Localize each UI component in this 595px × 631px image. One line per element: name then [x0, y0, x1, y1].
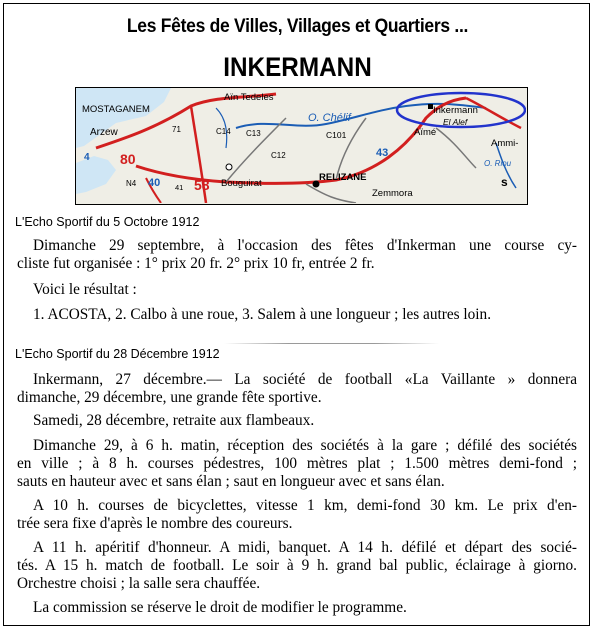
map-label-71: 71: [172, 125, 181, 134]
article-2-paragraph-4: [17, 497, 577, 533]
article-2-paragraph-2: [17, 412, 577, 430]
map-label-43: 43: [376, 147, 389, 159]
article-1-paragraph-3: [17, 306, 577, 324]
paragraph-line: Inkermann, 27 décembre.— La société de football «La Vaillante » donnera: [33, 371, 577, 388]
map-label-ain-tedeles: Aïn Tedeles: [224, 92, 274, 103]
article-2-source: L'Echo Sportif du 28 Décembre 1912: [15, 347, 220, 361]
paragraph-line: Voici le résultat :: [33, 281, 137, 298]
map-label-4: 4: [84, 152, 90, 163]
paragraph-line: A 11 h. apéritif d'honneur. A midi, banquet. A 14 h. défilé et départ des socié-: [33, 539, 577, 556]
article-2-paragraph-3: [17, 437, 577, 491]
paragraph-line: 1. ACOSTA, 2. Calbo à une roue, 3. Salem à une longueur ; les autres loin.: [33, 306, 492, 323]
map-label-inkermann: Inkermann: [433, 105, 478, 116]
paragraph-line: cliste fut organisée : 1° prix 20 fr. 2° prix 10 fr, entrée 2 fr.: [17, 255, 375, 272]
paragraph-line: trée sera fixe d'après le nombre des coureurs.: [17, 515, 293, 532]
map-label-c14: C14: [216, 127, 231, 136]
article-2-paragraph-1: [17, 371, 577, 407]
article-1-paragraph-2: [17, 281, 577, 299]
paragraph-line: sauts en hauteur avec et sans élan ; saut en longueur avec et sans élan.: [17, 473, 445, 490]
bouguirat-marker: [226, 164, 232, 170]
article-2-paragraph-5: [17, 539, 577, 593]
map-label-relizane: RELIZANE: [319, 172, 367, 183]
map-label-aime: Aïmé: [414, 127, 437, 138]
map-label-ammi: Ammi-: [491, 138, 519, 149]
paragraph-line: Orchestre choisi ; la salle sera chauffée.: [17, 575, 261, 592]
map-label-n4: N4: [126, 179, 137, 188]
map-label-40: 40: [148, 177, 161, 189]
map-label-o-riou: O. Riou: [484, 159, 512, 168]
map-label-41: 41: [175, 183, 184, 192]
paragraph-line: La commission se réserve le droit de modifier le programme.: [33, 599, 407, 616]
paragraph-line: tés. A 15 h. match de football. Le soir à 9 h. grand bal public, éclairage à giorno.: [17, 557, 577, 574]
paragraph-line: en ville ; à 8 h. courses pédestres, 100 mètres plat ; 1.500 mètres demi-fond ;: [17, 455, 577, 472]
paragraph-line: dimanche, 29 décembre, une grande fête sportive.: [17, 389, 322, 406]
map-label-c12: C12: [271, 151, 286, 160]
map-label-zemmora: Zemmora: [372, 188, 413, 199]
road-map: [75, 87, 528, 205]
map-label-mostaganem: MOSTAGANEM: [82, 104, 150, 115]
article-1-paragraph-1: [17, 237, 577, 273]
paragraph-line: Samedi, 28 décembre, retraite aux flambeaux.: [33, 412, 315, 429]
map-label-c13: C13: [246, 129, 261, 138]
map-label-arzew: Arzew: [90, 127, 118, 138]
series-title: Les Fêtes de Villes, Villages et Quartiers ...: [126, 16, 469, 37]
section-divider: [224, 343, 439, 344]
paragraph-line: A 10 h. courses de bicyclettes, vitesse 1 km, demi-fond 30 km. Le prix d'en-: [33, 497, 577, 514]
paragraph-line: Dimanche 29 septembre, à l'occasion des fêtes d'Inkerman une course cy-: [33, 237, 577, 254]
article-1-source: L'Echo Sportif du 5 Octobre 1912: [15, 215, 200, 229]
map-label-bouguirat: Bouguirat: [221, 178, 262, 189]
paragraph-line: Dimanche 29, à 6 h. matin, réception des sociétés à la gare ; défilé des sociétés: [33, 437, 577, 454]
map-label-s: s: [501, 175, 508, 189]
map-label-chelif: O. Chélif: [308, 112, 351, 124]
map-label-80: 80: [120, 151, 136, 167]
page-frame: [3, 3, 590, 626]
map-label-58: 58: [194, 177, 210, 193]
place-title: INKERMANN: [223, 52, 372, 82]
map-label-c101: C101: [326, 130, 347, 140]
map-label-el-alef: El Alef: [443, 117, 468, 127]
article-2-paragraph-6: [17, 599, 577, 617]
